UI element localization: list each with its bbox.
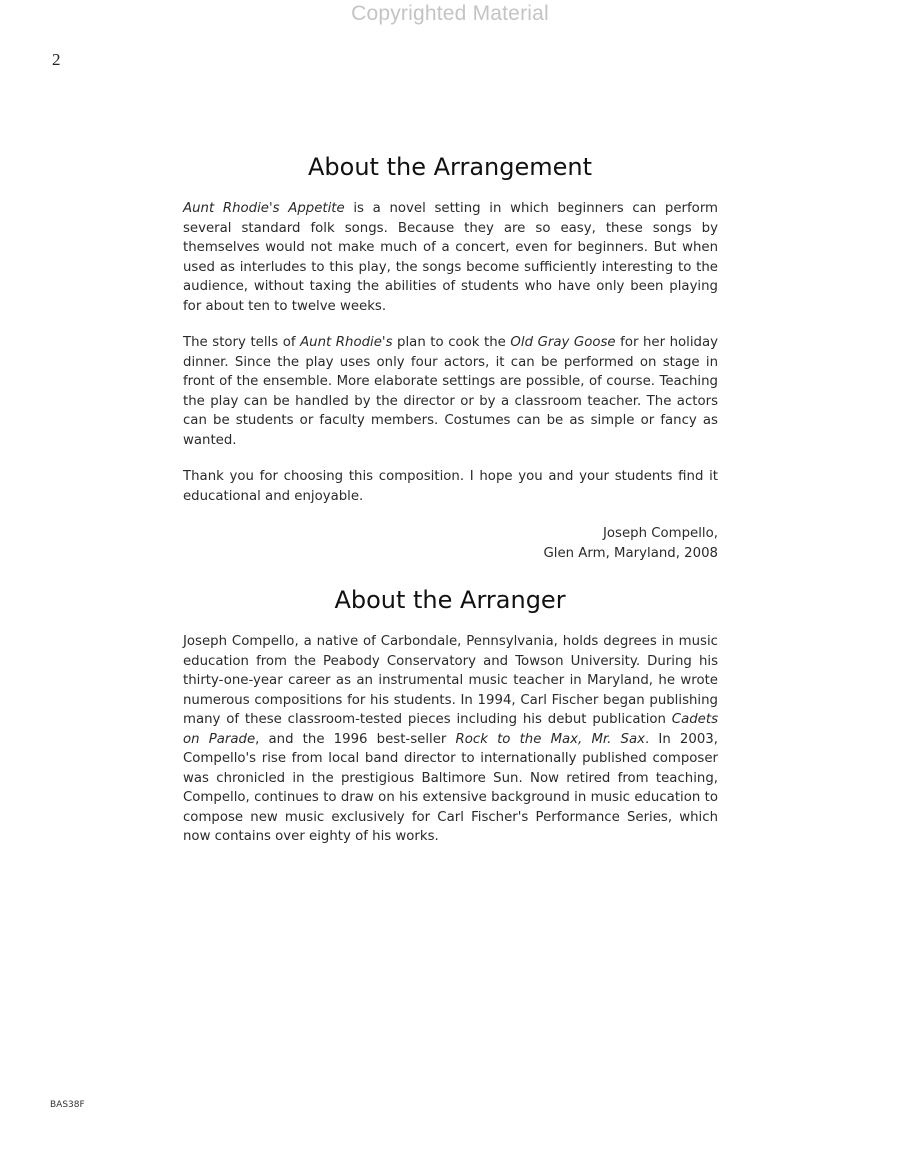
body-text-run: , and the 1996 best-seller: [255, 731, 456, 747]
arrangement-paragraph-2: [183, 333, 718, 450]
italic-title-text: Cadets on Parade: [183, 712, 718, 747]
italic-title-text: Old Gray Goose: [510, 335, 616, 350]
body-text-run: The story tells of: [183, 335, 301, 350]
italic-title-text: Rock to the Max, Mr. Sax: [455, 731, 646, 747]
italic-title-text: Aunt Rhodie's: [300, 335, 393, 350]
page-number: 2: [52, 50, 61, 69]
catalog-code: BAS38F: [50, 1100, 85, 1110]
signature-block: [183, 524, 718, 563]
body-text-run: . In 2003, Compello's rise from local band director to internationally published composer was chronicled in the prestigious Baltimore Sun. Now retired from teaching, Compello, continues to draw on his extensive background in music education to compose new music exclusively for Carl Fischer's Performance Series, which now contains over eighty of his works.: [183, 731, 718, 844]
body-text-run: plan to cook the: [392, 335, 511, 350]
italic-title-text: Aunt Rhodie's Appetite: [183, 201, 345, 216]
arrangement-paragraph-1: [183, 199, 718, 316]
watermark: Copyrighted Material: [351, 2, 549, 25]
body-text-run: Thank you for choosing this composition. I hope you and your students find it educational and enjoyable.: [183, 469, 718, 504]
body-text-run: is a novel setting in which beginners can perform several standard folk songs. Because they are so easy, these songs by themselves would not make much of a concert, even for beginners. But when used as interludes to this play, the songs become sufficiently interesting to the audience, without taxing the abilities of students who have only been playing for about ten to twelve weeks.: [183, 201, 718, 314]
section-title-arrangement: About the Arrangement: [307, 153, 592, 181]
signature-place-date: Glen Arm, Maryland, 2008: [543, 545, 718, 561]
body-text-run: for her holiday dinner. Since the play uses only four actors, it can be performed on stage in front of the ensemble. More elaborate settings are possible, of course. Teaching the play can be handled by the director or by a classroom teacher. The actors can be students or faculty members. Costumes can be as simple or fancy as wanted.: [183, 335, 719, 448]
arranger-bio-paragraph: [183, 632, 718, 847]
body-text-run: Joseph Compello, a native of Carbondale, Pennsylvania, holds degrees in music education from the Peabody Conservatory and Towson University. During his thirty-one-year career as an instrumental music teacher in Maryland, he wrote numerous compositions for his students. In 1994, Carl Fischer began publishing many of these classroom-tested pieces including his debut publication: [183, 634, 718, 727]
section-title-arranger: About the Arranger: [334, 586, 566, 614]
signature-name: Joseph Compello,: [602, 526, 718, 541]
arrangement-paragraph-3: [183, 467, 718, 506]
